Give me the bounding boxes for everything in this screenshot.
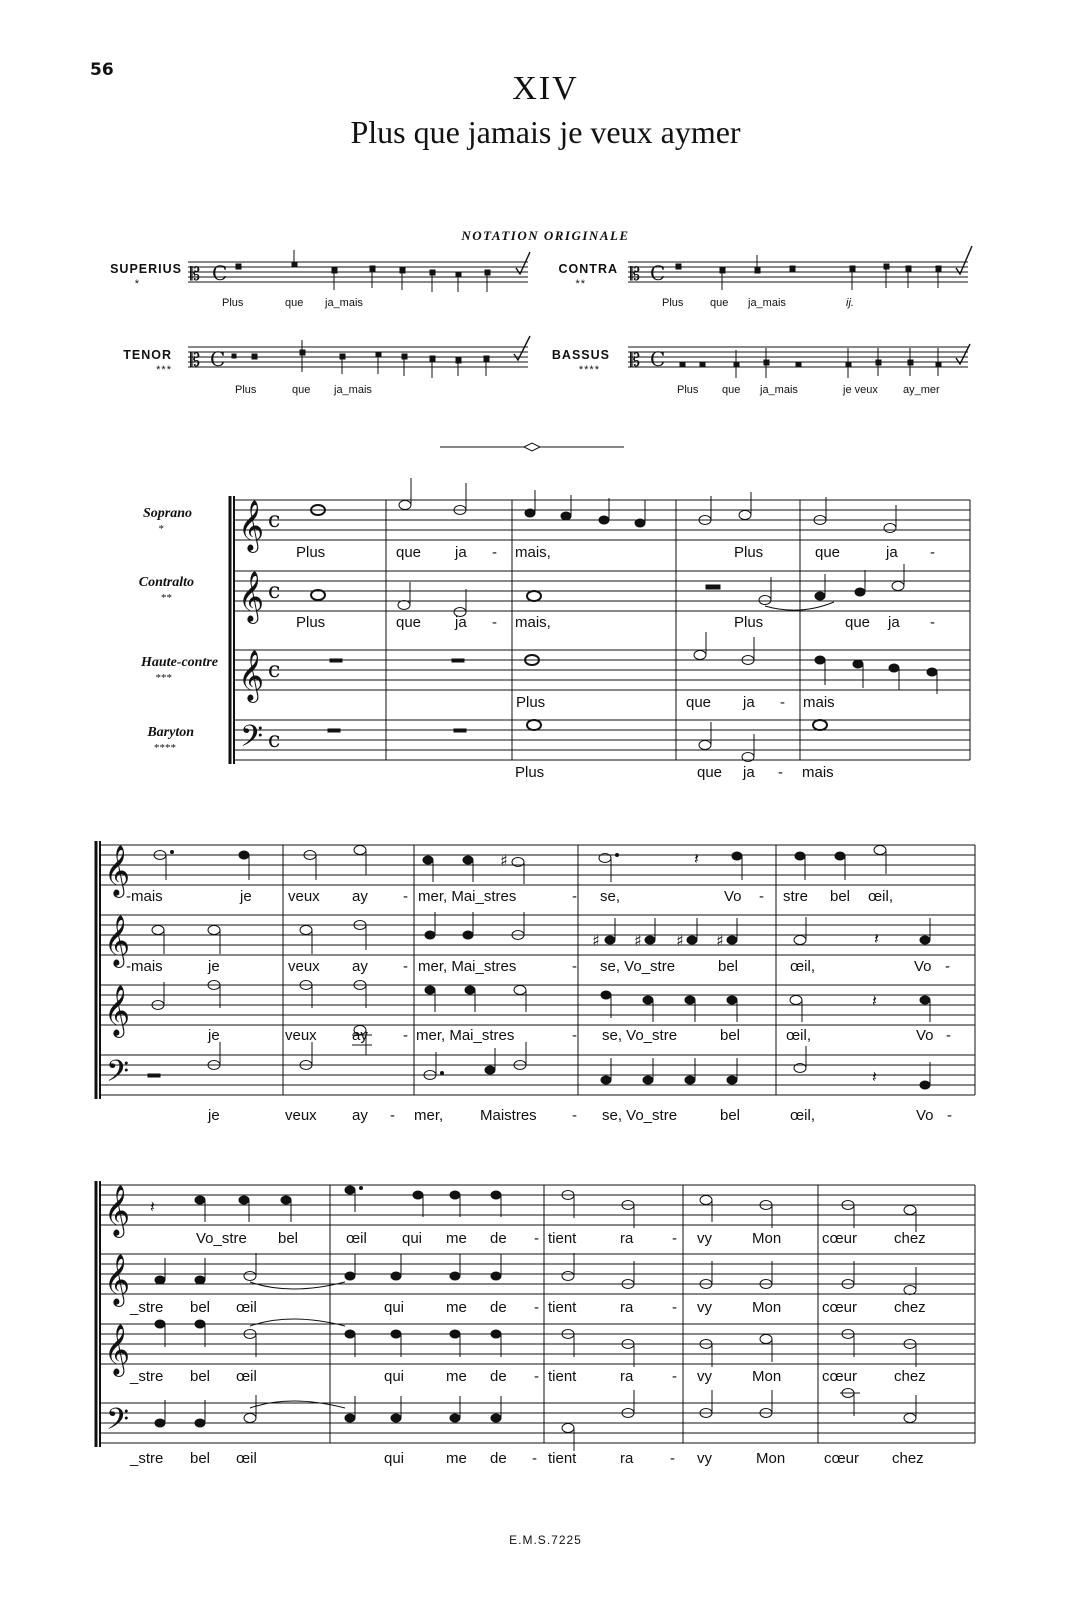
- lyric: -: [778, 764, 783, 781]
- lyric: mer,: [414, 1107, 444, 1124]
- lyric: Plus: [296, 614, 326, 631]
- lyric: veux: [288, 958, 320, 975]
- voice-name-baryton: Baryton: [147, 725, 194, 740]
- ornament-divider: [440, 443, 624, 451]
- lyric: -: [534, 1368, 539, 1385]
- svg-text:𝄞: 𝄞: [104, 1185, 131, 1236]
- lyric: stre: [783, 888, 809, 905]
- lyric: ay: [352, 958, 368, 975]
- lyric: -: [572, 1027, 577, 1044]
- incipit-lyric: ja_mais: [760, 384, 798, 396]
- voice-stars-soprano: *: [158, 523, 164, 535]
- lyric: je: [208, 1107, 220, 1124]
- lyric: Vo: [914, 958, 932, 975]
- lyric: qui: [384, 1368, 405, 1385]
- lyric: je: [208, 1027, 220, 1044]
- staff-baryton: [100, 1403, 975, 1443]
- incipit-lyric: que: [292, 384, 311, 396]
- incipit-voice-bassus: BASSUS: [551, 348, 610, 362]
- svg-text:♯: ♯: [634, 931, 642, 950]
- lyric: Mon: [752, 1368, 782, 1385]
- svg-text:c: c: [268, 579, 281, 604]
- lyric: ja: [886, 544, 898, 561]
- staff-baryton: [234, 720, 970, 760]
- svg-text:𝄡: 𝄡: [190, 264, 201, 285]
- lyric: -: [572, 888, 577, 905]
- lyric: Plus: [516, 694, 546, 711]
- svg-text:c: c: [268, 728, 281, 753]
- lyric: mais,: [515, 614, 551, 631]
- lyric: chez: [892, 1450, 924, 1467]
- lyric: vy: [697, 1450, 712, 1467]
- svg-text:𝄢: 𝄢: [240, 720, 264, 761]
- voice-stars-haute-contre: ***: [155, 672, 172, 684]
- svg-text:♯: ♯: [500, 851, 508, 870]
- lyric: mais: [802, 764, 834, 781]
- lyric: -: [672, 1368, 677, 1385]
- lyric: -: [403, 1027, 408, 1044]
- svg-text:C: C: [650, 347, 666, 371]
- lyric: me: [446, 1450, 467, 1467]
- lyric: tient: [548, 1230, 577, 1247]
- voice-name-contralto: Contralto: [138, 575, 194, 590]
- lyric: je: [208, 958, 220, 975]
- lyric: -: [403, 958, 408, 975]
- lyric: ra: [620, 1450, 634, 1467]
- lyric: tient: [548, 1368, 577, 1385]
- voice-stars-baryton: ****: [154, 742, 176, 754]
- incipit-lyric: ay_mer: [903, 384, 940, 396]
- incipit-lyric: Plus: [662, 297, 684, 309]
- incipit-lyric: je veux: [843, 384, 878, 396]
- page-number: 56: [90, 60, 114, 80]
- lyric: me: [446, 1230, 467, 1247]
- svg-text:𝄞: 𝄞: [238, 571, 265, 622]
- incipit-stars-contra: **: [575, 278, 586, 290]
- lyric: se,: [600, 888, 621, 905]
- svg-text:𝄽: 𝄽: [694, 849, 699, 868]
- svg-text:𝄞: 𝄞: [104, 985, 131, 1036]
- notation-heading: NOTATION ORIGINALE: [461, 228, 630, 243]
- lyric: -: [403, 888, 408, 905]
- lyric: bel: [190, 1368, 211, 1385]
- incipit-lyric: ja_mais: [334, 384, 372, 396]
- lyric: de: [490, 1450, 507, 1467]
- lyric: -: [670, 1450, 675, 1467]
- lyric: œil: [236, 1450, 257, 1467]
- lyric: cœur: [822, 1230, 857, 1247]
- lyric: Mon: [756, 1450, 786, 1467]
- incipit-lyric: ja_mais: [325, 297, 363, 309]
- incipit-stars-tenor: ***: [156, 364, 172, 376]
- incipit-lyric: ij.: [846, 297, 854, 309]
- svg-text:𝄽: 𝄽: [874, 929, 879, 948]
- lyric: -: [572, 958, 577, 975]
- piece-number: XIV: [512, 70, 579, 107]
- lyric: œil: [236, 1368, 257, 1385]
- lyric: -: [947, 1107, 952, 1124]
- lyric: que: [686, 694, 712, 711]
- lyric: vy: [697, 1368, 712, 1385]
- lyric: se, Vo_stre: [600, 958, 676, 975]
- lyric: bel: [190, 1450, 211, 1467]
- lyric: de: [490, 1299, 507, 1316]
- lyric: ja: [743, 764, 755, 781]
- staff-contralto: [100, 915, 975, 955]
- svg-text:C: C: [650, 261, 666, 285]
- voice-stars-contralto: **: [161, 592, 172, 604]
- lyric: -: [780, 694, 785, 711]
- lyric: -: [672, 1299, 677, 1316]
- lyric: mer, Mai_stres: [418, 958, 517, 975]
- svg-text:𝄞: 𝄞: [104, 1254, 131, 1305]
- lyric: -: [390, 1107, 395, 1124]
- lyric: _stre: [130, 1368, 164, 1385]
- svg-text:𝄞: 𝄞: [104, 1324, 131, 1375]
- lyric: _stre: [130, 1299, 164, 1316]
- lyric: chez: [894, 1299, 926, 1316]
- lyric: -: [946, 1027, 951, 1044]
- lyric: tient: [548, 1450, 577, 1467]
- system-2: [96, 841, 975, 1099]
- lyric: qui: [402, 1230, 423, 1247]
- lyric: ja: [888, 614, 900, 631]
- lyric: veux: [288, 888, 320, 905]
- lyric: ay: [352, 888, 368, 905]
- lyric: vy: [697, 1230, 712, 1247]
- staff-haute-contre: [100, 985, 975, 1025]
- lyric: que: [396, 544, 422, 561]
- incipit-staff-tenor: [188, 347, 528, 367]
- lyric: bel: [720, 1107, 741, 1124]
- lyric: -: [534, 1230, 539, 1247]
- lyric: -: [945, 958, 950, 975]
- lyric: que: [845, 614, 871, 631]
- piece-title: Plus que jamais je veux aymer: [350, 114, 741, 150]
- incipit-lyric: Plus: [222, 297, 244, 309]
- lyric: mais: [803, 694, 835, 711]
- incipit-stars-bassus: ****: [578, 364, 600, 376]
- lyric: -: [759, 888, 764, 905]
- lyric: -: [930, 544, 935, 561]
- lyric: -: [492, 614, 497, 631]
- incipit-lyric: ja_mais: [748, 297, 786, 309]
- incipit-voice-tenor: TENOR: [123, 348, 172, 362]
- lyric: ra: [620, 1230, 634, 1247]
- lyric: Vo: [916, 1027, 934, 1044]
- svg-text:𝄽: 𝄽: [150, 1197, 155, 1216]
- lyric: Mon: [752, 1299, 782, 1316]
- lyric: œil,: [790, 958, 815, 975]
- svg-text:𝄞: 𝄞: [238, 500, 265, 551]
- lyric: œil: [346, 1230, 367, 1247]
- lyric: cœur: [824, 1450, 859, 1467]
- svg-text:♯: ♯: [716, 931, 724, 950]
- lyric: de: [490, 1230, 507, 1247]
- svg-text:𝄽: 𝄽: [872, 991, 877, 1010]
- lyric: œil: [236, 1299, 257, 1316]
- lyric: ja: [455, 544, 467, 561]
- lyric: mer, Mai_stres: [416, 1027, 515, 1044]
- lyric: je: [240, 888, 252, 905]
- lyric: qui: [384, 1450, 405, 1467]
- lyric: ay: [352, 1107, 368, 1124]
- voice-name-haute-contre: Haute-contre: [141, 655, 218, 670]
- svg-text:𝄢: 𝄢: [106, 1403, 130, 1444]
- svg-text:c: c: [268, 658, 281, 683]
- lyric: bel: [830, 888, 851, 905]
- lyric: -: [532, 1450, 537, 1467]
- lyric: cœur: [822, 1299, 857, 1316]
- lyric: Plus: [296, 544, 326, 561]
- svg-text:♯: ♯: [592, 931, 600, 950]
- lyric: Mon: [752, 1230, 782, 1247]
- svg-text:𝄡: 𝄡: [630, 350, 641, 371]
- lyric: vy: [697, 1299, 712, 1316]
- lyric: veux: [285, 1027, 317, 1044]
- staff-haute-contre: [100, 1324, 975, 1364]
- lyric: bel: [720, 1027, 741, 1044]
- svg-text:C: C: [210, 347, 226, 371]
- voice-name-soprano: Soprano: [142, 506, 192, 521]
- lyric: se, Vo_stre: [602, 1107, 678, 1124]
- svg-text:𝄽: 𝄽: [872, 1067, 877, 1086]
- lyric: chez: [894, 1368, 926, 1385]
- svg-text:𝄞: 𝄞: [104, 915, 131, 966]
- svg-text:𝄞: 𝄞: [104, 845, 131, 896]
- lyric: Vo_stre: [196, 1230, 247, 1247]
- lyric: -mais: [126, 888, 163, 905]
- svg-text:♯: ♯: [676, 931, 684, 950]
- lyric: me: [446, 1368, 467, 1385]
- lyric: ra: [620, 1368, 634, 1385]
- lyric: chez: [894, 1230, 926, 1247]
- lyric: que: [697, 764, 723, 781]
- lyric: me: [446, 1299, 467, 1316]
- lyric: mais,: [515, 544, 551, 561]
- staff-contralto: [100, 1254, 975, 1294]
- svg-text:C: C: [212, 261, 228, 285]
- lyric: ay: [352, 1027, 368, 1044]
- lyric: tient: [548, 1299, 577, 1316]
- lyric: bel: [718, 958, 739, 975]
- svg-text:𝄞: 𝄞: [238, 650, 265, 701]
- lyric: Vo: [724, 888, 742, 905]
- lyric: _stre: [130, 1450, 164, 1467]
- lyric: Plus: [734, 614, 764, 631]
- publisher-plate-number: E.M.S.7225: [509, 1533, 582, 1547]
- incipit-voice-contra: CONTRA: [558, 262, 618, 276]
- incipit-lyric: Plus: [677, 384, 699, 396]
- lyric: Vo: [916, 1107, 934, 1124]
- lyric: de: [490, 1368, 507, 1385]
- lyric: Maistres: [480, 1107, 537, 1124]
- lyric: -: [492, 544, 497, 561]
- incipit-lyric: Plus: [235, 384, 257, 396]
- lyric: se, Vo_stre: [602, 1027, 678, 1044]
- incipit-lyric: que: [285, 297, 304, 309]
- lyric: mer, Mai_stres: [418, 888, 517, 905]
- lyric: Plus: [515, 764, 545, 781]
- lyric: -: [572, 1107, 577, 1124]
- lyric: -: [930, 614, 935, 631]
- staff-soprano: [100, 845, 975, 885]
- svg-text:𝄢: 𝄢: [106, 1055, 130, 1096]
- lyric: ja: [743, 694, 755, 711]
- svg-text:c: c: [268, 508, 281, 533]
- lyric: œil,: [786, 1027, 811, 1044]
- incipit-lyric: que: [710, 297, 729, 309]
- lyric: cœur: [822, 1368, 857, 1385]
- lyric: que: [815, 544, 841, 561]
- system-1-notes: [238, 478, 937, 762]
- incipit-voice-superius: SUPERIUS: [110, 262, 182, 276]
- lyric: -mais: [126, 958, 163, 975]
- lyric: ja: [455, 614, 467, 631]
- svg-text:𝄡: 𝄡: [630, 264, 641, 285]
- staff-haute-contre: [234, 650, 970, 690]
- lyric: ra: [620, 1299, 634, 1316]
- incipit-stars-superius: *: [134, 278, 140, 290]
- incipit-notes: [190, 246, 972, 378]
- incipit-lyric: que: [722, 384, 741, 396]
- lyric: que: [396, 614, 422, 631]
- lyric: bel: [278, 1230, 299, 1247]
- lyric: Plus: [734, 544, 764, 561]
- lyric: -: [672, 1230, 677, 1247]
- svg-text:𝄡: 𝄡: [190, 350, 201, 371]
- lyric: veux: [285, 1107, 317, 1124]
- lyric: œil,: [790, 1107, 815, 1124]
- lyric: -: [534, 1299, 539, 1316]
- lyric: œil,: [868, 888, 893, 905]
- staff-baryton: [100, 1055, 975, 1095]
- lyric: bel: [190, 1299, 211, 1316]
- staff-soprano: [100, 1185, 975, 1225]
- lyric: qui: [384, 1299, 405, 1316]
